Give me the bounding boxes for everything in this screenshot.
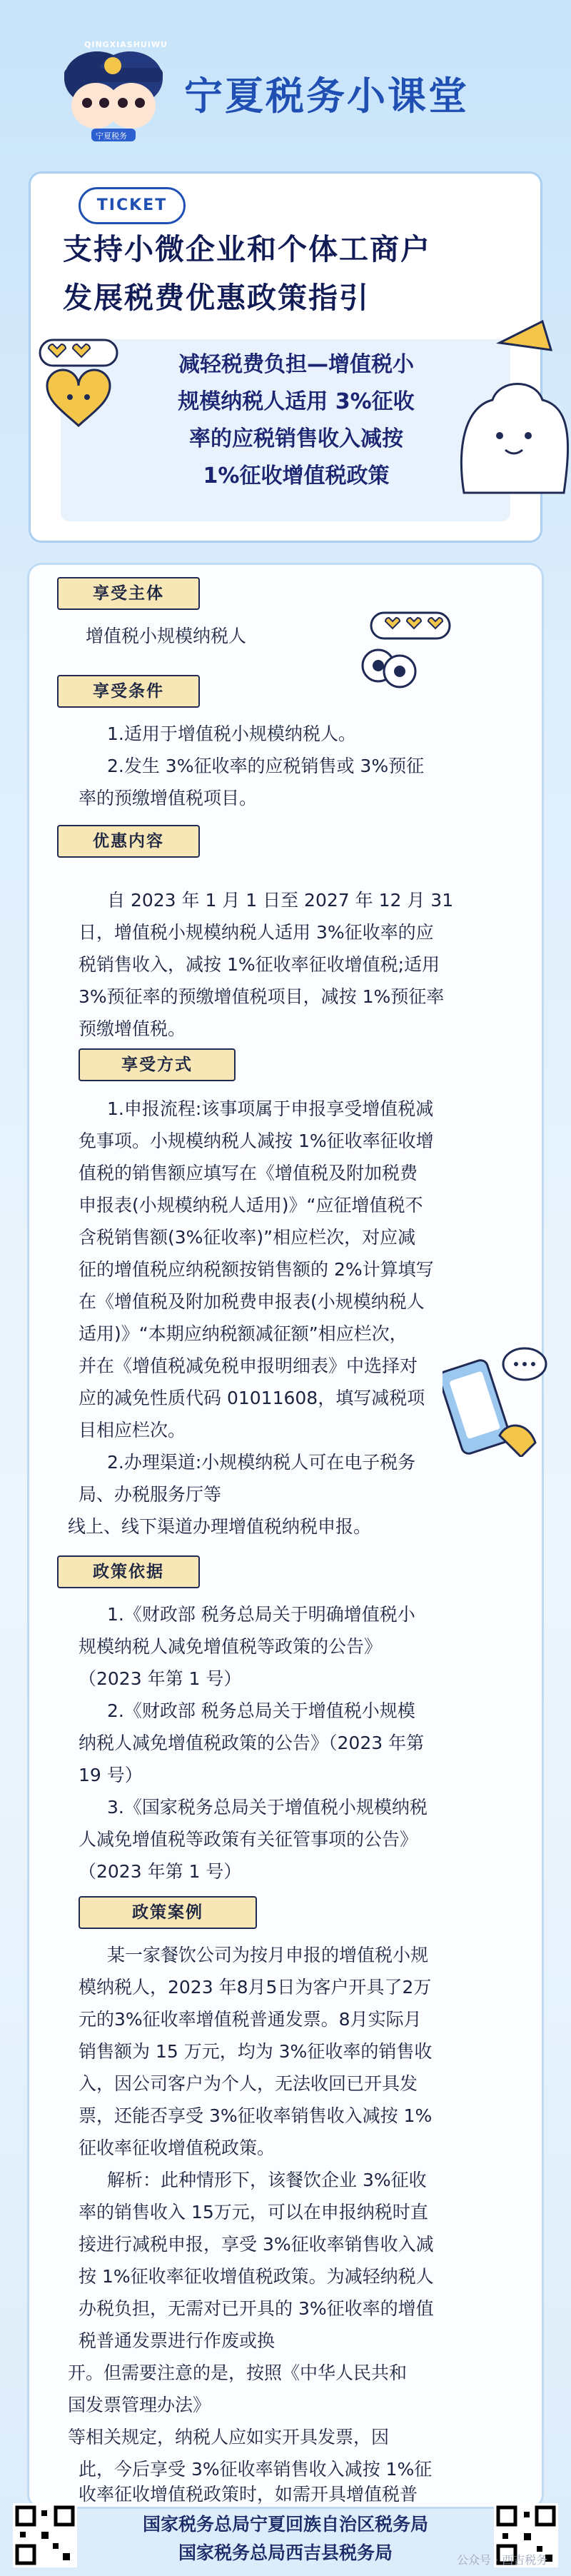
section-text-benefits-2: 日，增值税小规模纳税人适用 3%征收率的应 [79,922,434,943]
section-text-case-18: 收率征收增值税政策时，如需开具增值税普 [79,2484,418,2505]
section-text-conditions-2: 2.发生 3%征收率的应税销售或 3%预征 [107,756,425,776]
section-text-case-8: 解析：此种情形下，该餐饮企业 3%征收 [107,2170,427,2190]
mascot-badge-text: QINGXIASHUIWU [84,40,168,49]
section-text-basis-5: 纳税人减免增值税政策的公告》（2023 年第 [79,1733,425,1753]
section-text-case-14: 开。但需要注意的是，按照《中华人民共和 [68,2362,408,2383]
subtitle-line4: 1%征收增值税政策 [203,463,390,488]
section-text-method-10: 应的减免性质代码 01011608，填写减税项 [79,1388,425,1408]
page-title [63,225,534,322]
section-label-benefits: 优惠内容 [57,825,200,858]
section-text-case-15: 国发票管理办法》 [68,2395,211,2415]
section-text-case-6: 票，还能否享受 3%征收率销售收入减按 1% [79,2105,433,2126]
page-title-line1: 支持小微企业和个体工商户 [63,232,431,266]
section-text-benefits-5: 预缴增值税。 [79,1018,186,1039]
footer-org-2: 国家税务总局西吉县税务局 [178,2542,393,2563]
section-text-basis-2: 规模纳税人减免增值税等政策的公告》 [79,1636,383,1657]
section-text-method-1: 1.申报流程:该事项属于申报享受增值税减 [107,1098,434,1119]
subtitle-line1: 减轻税费负担—增值税小 [178,352,414,377]
section-text-basis-8: 人减免增值税等政策有关征管事项的公告》 [79,1829,418,1850]
section-text-method-7: 在《增值税及附加税费申报表(小规模纳税人 [79,1291,425,1312]
subtitle-line2: 规模纳税人适用 3%征收 [178,389,415,414]
section-text-basis-4: 2.《财政部 税务总局关于增值税小规模 [107,1700,415,1721]
watermark: 公众号 · 西吉税务 [457,2553,548,2567]
section-text-benefits-1: 自 2023 年 1 月 1 日至 2027 年 12 月 31 [107,890,454,911]
section-text-benefits-4: 3%预征率的预缴增值税项目，减按 1%预征率 [79,986,445,1007]
cloud-megaphone-icon [450,314,571,500]
section-text-method-2: 免事项。小规模纳税人减按 1%征收率征收增 [79,1131,434,1151]
header [0,0,571,143]
section-text-case-13: 税普通发票进行作废或换 [79,2330,276,2351]
page-title-line2: 发展税费优惠政策指引 [63,281,370,315]
section-label-method: 享受方式 [79,1048,236,1081]
section-text-case-11: 按 1%征收率征收增值税政策。为减轻纳税人 [79,2266,434,2287]
subtitle [118,346,475,495]
mascot-caption: 宁夏税务 [96,131,127,141]
section-text-case-3: 元的3%征收率增值税普通发票。8月实际月 [79,2009,422,2030]
section-text-case-1: 某一家餐饮公司为按月申报的增值税小规 [107,1945,429,1965]
brand-title: 宁夏税务小课堂 [184,74,469,119]
section-text-case-2: 模纳税人，2023 年8月5日为客户开具了2万 [79,1977,432,1998]
section-text-method-9: 并在《增值税减免税申报明细表》中选择对 [79,1355,418,1376]
section-label-subject: 享受主体 [57,577,200,610]
qr-code-icon[interactable] [13,2503,77,2567]
section-text-basis-1: 1.《财政部 税务总局关于明确增值税小 [107,1604,415,1625]
section-text-conditions-3: 率的预缴增值税项目。 [79,788,258,808]
section-text-case-10: 接进行减税申报，享受 3%征收率销售收入减 [79,2234,434,2255]
section-label-basis: 政策依据 [57,1555,200,1588]
section-label-case: 政策案例 [79,1896,257,1929]
section-text-basis-7: 3.《国家税务总局关于增值税小规模纳税 [107,1797,428,1818]
section-label-conditions: 享受条件 [57,675,200,708]
footer-org-1: 国家税务总局宁夏回族自治区税务局 [142,2514,428,2535]
section-text-case-17: 此，今后享受 3%征收率销售收入减按 1%征 [79,2459,433,2480]
section-text-subject: 增值税小规模纳税人 [86,626,247,646]
hearts-sticker-icon [36,336,121,443]
section-text-case-4: 销售额为 15 万元，均为 3%征收率的销售收 [79,2041,433,2062]
section-text-case-16: 等相关规定，纳税人应如实开具发票，因 [68,2427,390,2447]
section-text-basis-9: （2023 年第 1 号） [79,1861,242,1882]
hearts-glasses-icon [357,608,464,694]
section-text-method-11: 目相应栏次。 [79,1420,186,1440]
section-text-method-14: 线上、线下渠道办理增值税纳税申报。 [68,1516,372,1537]
section-text-case-9: 率的销售收入 15万元，可以在申报纳税时直 [79,2202,428,2222]
ticket-badge: TICKET [79,187,186,224]
section-text-case-7: 征收率征收增值税政策。 [79,2138,276,2158]
section-text-method-8: 适用)》“本期应纳税额减征额”相应栏次， [79,1323,408,1344]
subtitle-line3: 率的应税销售收入减按 [189,426,403,451]
section-text-method-6: 征的增值税应纳税额按销售额的 2%计算填写 [79,1259,434,1280]
section-text-conditions-1: 1.适用于增值税小规模纳税人。 [107,723,356,744]
section-text-case-5: 入，因公司客户为个人，无法收回已开具发 [79,2073,418,2094]
section-text-basis-6: 19 号） [79,1765,143,1785]
phone-chat-icon [443,1343,550,1457]
section-text-basis-3: （2023 年第 1 号） [79,1668,242,1689]
section-text-method-13: 局、办税服务厅等 [79,1484,222,1505]
section-text-method-3: 值税的销售额应填写在《增值税及附加税费 [79,1163,418,1183]
section-text-benefits-3: 税销售收入，减按 1%征收率征收增值税;适用 [79,954,440,975]
section-text-method-12: 2.办理渠道:小规模纳税人可在电子税务 [107,1452,416,1473]
section-text-case-12: 办税负担，无需对已开具的 3%征收率的增值 [79,2298,434,2319]
section-text-method-5: 含税销售额(3%征收率)”相应栏次，对应减 [79,1227,416,1248]
section-text-method-4: 申报表(小规模纳税人适用)》“应征增值税不 [79,1195,423,1216]
